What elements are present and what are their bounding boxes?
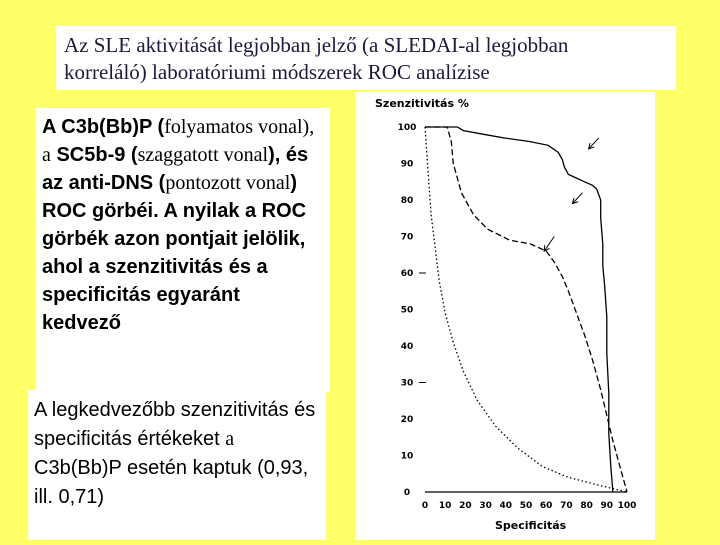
x-tick-label: 40	[499, 501, 513, 511]
x-tick-label: 70	[560, 501, 573, 511]
y-tick-label: 20	[400, 415, 414, 425]
roc-chart	[355, 92, 655, 540]
slide-title	[56, 26, 676, 90]
roc-chart-svg	[355, 92, 655, 540]
desc-dotted-label: pontozott vonal	[165, 172, 291, 194]
roc-arrow-head	[544, 245, 549, 251]
desc-part-9: ) ROC görbéi. A nyilak a ROC görbék azon pontjait jelölik, ahol a szenzitivitás és a specificitás egyaránt kedvező	[42, 172, 307, 334]
desc-part-7: ), és az anti-DNS (	[42, 144, 309, 194]
description-box	[36, 108, 330, 392]
result-box	[28, 390, 326, 540]
x-axis-label: Specificitás	[495, 519, 567, 532]
y-tick-label: 80	[400, 196, 414, 206]
desc-part-4: a	[42, 144, 51, 166]
desc-part-1: A C3b(Bb)P (	[42, 116, 165, 138]
desc-dashed-label: szaggatott vonal	[137, 144, 269, 166]
x-tick-label: 80	[580, 501, 593, 511]
x-tick-label: 90	[600, 501, 614, 511]
y-tick-label: 70	[400, 232, 414, 243]
result-a: a	[225, 428, 235, 450]
result-text: A legkedvezőbb szenzitivitás és specificitás értékeket	[34, 399, 316, 450]
y-tick-label: 40	[400, 342, 414, 352]
desc-part-3: vonal),	[253, 116, 315, 138]
desc-solid-label: folyamatos	[164, 116, 254, 138]
roc-curve-dashed	[425, 127, 627, 492]
y-tick-label: 30	[400, 378, 414, 389]
y-tick-label: 50	[400, 305, 414, 316]
y-tick-label: 0	[403, 488, 411, 498]
y-tick-label: 60	[400, 269, 414, 279]
title-line-1: Az SLE aktivitását legjobban jelző (a SLEDAI-al legjobban	[64, 33, 569, 57]
x-tick-label: 50	[519, 501, 533, 511]
y-tick-label: 90	[400, 159, 414, 170]
y-tick-label: 10	[400, 451, 414, 462]
x-tick-label: 60	[539, 501, 553, 511]
roc-curve-solid	[425, 127, 613, 492]
x-tick-label: 100	[617, 501, 637, 511]
desc-part-5: SC5b-9 (	[50, 144, 138, 166]
y-axis-label: Szenzitivitás %	[375, 97, 469, 110]
x-tick-label: 10	[438, 501, 452, 511]
y-tick-label: 100	[397, 123, 417, 133]
title-line-2: korreláló) laboratóriumi módszerek ROC analízise	[64, 60, 490, 84]
x-tick-label: 30	[479, 501, 492, 511]
x-tick-label: 20	[459, 501, 472, 511]
x-tick-label: 0	[421, 501, 429, 511]
result-text-2: C3b(Bb)P esetén kaptuk (0,93, ill. 0,71)	[34, 457, 309, 508]
roc-curve-dotted	[425, 127, 627, 492]
